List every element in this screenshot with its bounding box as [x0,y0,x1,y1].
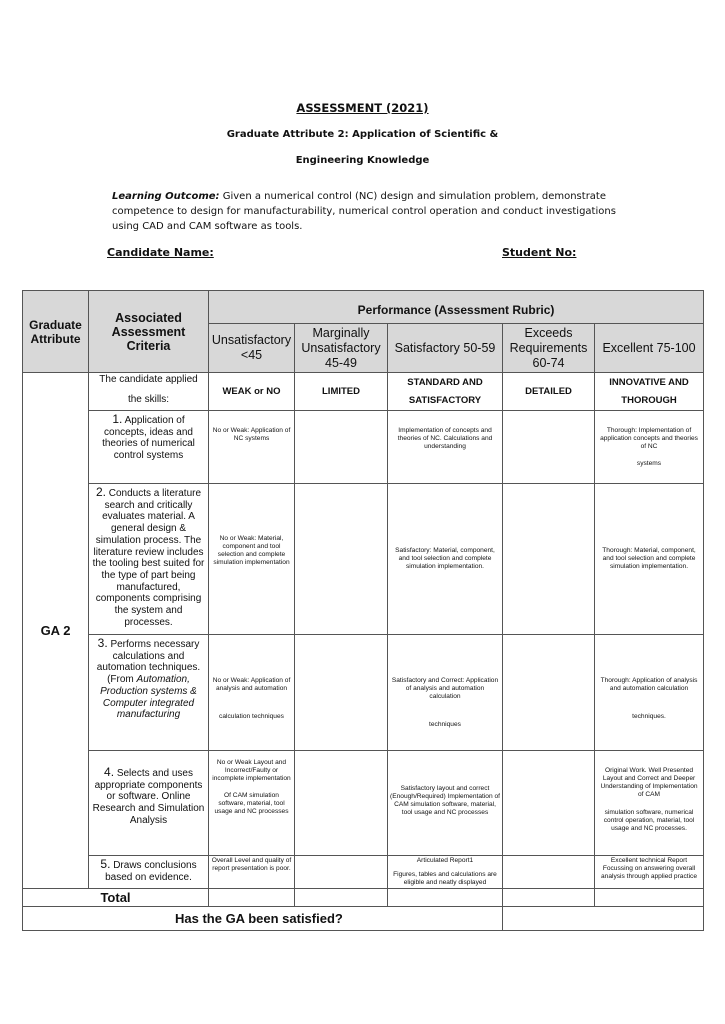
row-3-excellent-extra: techniques. [632,713,666,720]
total-unsatisfactory [209,889,295,907]
row-4-marginal [295,751,388,856]
row-5-satisfactory-extra: Figures, tables and calculations are eligible and neatly displayed [393,871,497,886]
level-label-limited: LIMITED [295,373,388,411]
row-1-satisfactory: Implementation of concepts and theories of NC. Calculations and understanding [388,411,503,484]
row-3-excellent [595,635,704,751]
criteria-4 [89,751,209,856]
subtitle-line-2: Engineering Knowledge [295,155,430,166]
intro-criteria [89,373,209,411]
header-level-excellent: Excellent 75-100 [595,324,704,373]
total-satisfactory [388,889,503,907]
learning-outcome-label: Learning Outcome: [112,191,220,202]
criteria-3-number: 3. [97,636,108,650]
header-performance: Performance (Assessment Rubric) [209,291,704,324]
row-1-unsatisfactory: No or Weak: Application of NC systems [209,411,295,484]
criteria-4-text: Selects and uses appropriate components or software. Online Research and Simulation Analysis [92,768,205,826]
candidate-name-label: Candidate Name: [107,246,214,259]
row-3-exceeds [503,635,595,751]
row-5-excellent: Excellent technical Report Focussing on answering overall analysis through applied practice [595,856,704,889]
row-2-unsatisfactory: No or Weak: Material, component and tool selection and complete simulation implementation [209,484,295,635]
row-3-satisfactory-text: Satisfactory and Correct: Application of analysis and automation calculation [391,677,499,700]
row-5-exceeds [503,856,595,889]
row-1-excellent [595,411,704,484]
row-4-excellent [595,751,704,856]
criteria-5 [89,856,209,889]
header-associated-criteria: Associated Assessment Criteria [89,291,209,373]
intro-criteria-line-2: the skills: [127,393,170,405]
row-5-satisfactory [388,856,503,889]
row-1-exceeds [503,411,595,484]
row-2-exceeds [503,484,595,635]
criteria-5-text: Draws conclusions based on evidence. [105,860,197,883]
row-3-unsatisfactory-text: No or Weak: Application of analysis and automation [212,677,291,692]
document-title: ASSESSMENT (2021) [296,101,429,115]
row-3-satisfactory [388,635,503,751]
row-4-unsatisfactory [209,751,295,856]
level-label-innovative: INNOVATIVE AND THOROUGH [595,373,704,411]
criteria-2-number: 2. [95,485,106,499]
row-3-unsatisfactory-extra: calculation techniques [219,713,284,720]
ga-satisfied-answer [503,907,704,931]
row-4-excellent-extra: simulation software, numerical control operation, material, tool usage and NC processes. [603,809,695,832]
criteria-1-number: 1. [112,412,123,426]
total-marginal [295,889,388,907]
row-1-excellent-text: Thorough: Implementation of application concepts and theories of NC [600,427,698,450]
row-3-excellent-text: Thorough: Application of analysis and automation calculation [600,677,698,692]
criteria-1 [89,411,209,484]
row-1-marginal [295,411,388,484]
row-3-marginal [295,635,388,751]
learning-outcome [112,189,632,234]
assessment-rubric-table [22,290,704,931]
row-4-unsatisfactory-text: No or Weak Layout and Incorrect/Faulty or incomplete implementation [212,759,291,782]
total-exceeds [503,889,595,907]
learning-outcome-text: Given a numerical control (NC) design and simulation problem, demonstrate competence to design for manufacturability, numerical control operation and conduct investigations using CAD and CAM software as tools. [112,191,616,232]
criteria-3-italic: Automation, Production systems & Computer integrated manufacturing [100,674,197,721]
row-5-unsatisfactory: Overall Level and quality of report presentation is poor. [209,856,295,889]
header-level-satisfactory: Satisfactory 50-59 [388,324,503,373]
header-graduate-attribute: Graduate Attribute [23,291,89,373]
row-1-excellent-extra: systems [636,460,662,467]
row-4-unsatisfactory-extra: Of CAM simulation software, material, tool usage and NC processes [214,792,289,815]
level-label-detailed: DETAILED [503,373,595,411]
row-4-excellent-text: Original Work. Well Presented Layout and Correct and Deeper Understanding of Implementation of CAM [600,767,698,798]
level-label-weak: WEAK or NO [209,373,295,411]
header-level-exceeds: Exceeds Requirements 60-74 [503,324,595,373]
row-4-exceeds [503,751,595,856]
total-label: Total [23,889,209,907]
criteria-4-number: 4. [104,765,115,779]
row-2-excellent: Thorough: Material, component, and tool selection and complete simulation implementation. [595,484,704,635]
criteria-1-text: Application of concepts, ideas and theories of numerical control systems [102,415,195,462]
row-5-satisfactory-text: Articulated Report1 [416,857,474,864]
row-3-unsatisfactory [209,635,295,751]
row-5-marginal [295,856,388,889]
ga-satisfied-question: Has the GA been satisfied? [23,907,503,931]
student-no-label: Student No: [502,246,577,259]
row-2-marginal [295,484,388,635]
ga-label: GA 2 [23,373,89,889]
row-3-satisfactory-extra: techniques [429,721,461,728]
total-excellent [595,889,704,907]
intro-criteria-line-1: The candidate applied [99,374,198,385]
criteria-2 [89,484,209,635]
criteria-3-text: Performs necessary calculations and automation techniques. (From [96,639,201,686]
row-4-satisfactory: Satisfactory layout and correct (Enough/Required) Implementation of CAM simulation software, material, tool usage and NC processes [388,751,503,856]
header-level-marginal: Marginally Unsatisfactory 45-49 [295,324,388,373]
criteria-3 [89,635,209,751]
criteria-5-number: 5. [100,857,111,871]
subtitle-line-1: Graduate Attribute 2: Application of Scientific & [226,129,499,140]
criteria-2-text: Conducts a literature search and critically evaluates material. A general design & simulation process. The literature review includes the tooling best suited for the type of part being manufactured, components comprising the system and processes. [92,488,205,628]
level-label-standard: STANDARD AND SATISFACTORY [388,373,503,411]
header-level-unsatisfactory: Unsatisfactory <45 [209,324,295,373]
row-2-satisfactory: Satisfactory: Material, component, and tool selection and complete simulation implementation. [388,484,503,635]
